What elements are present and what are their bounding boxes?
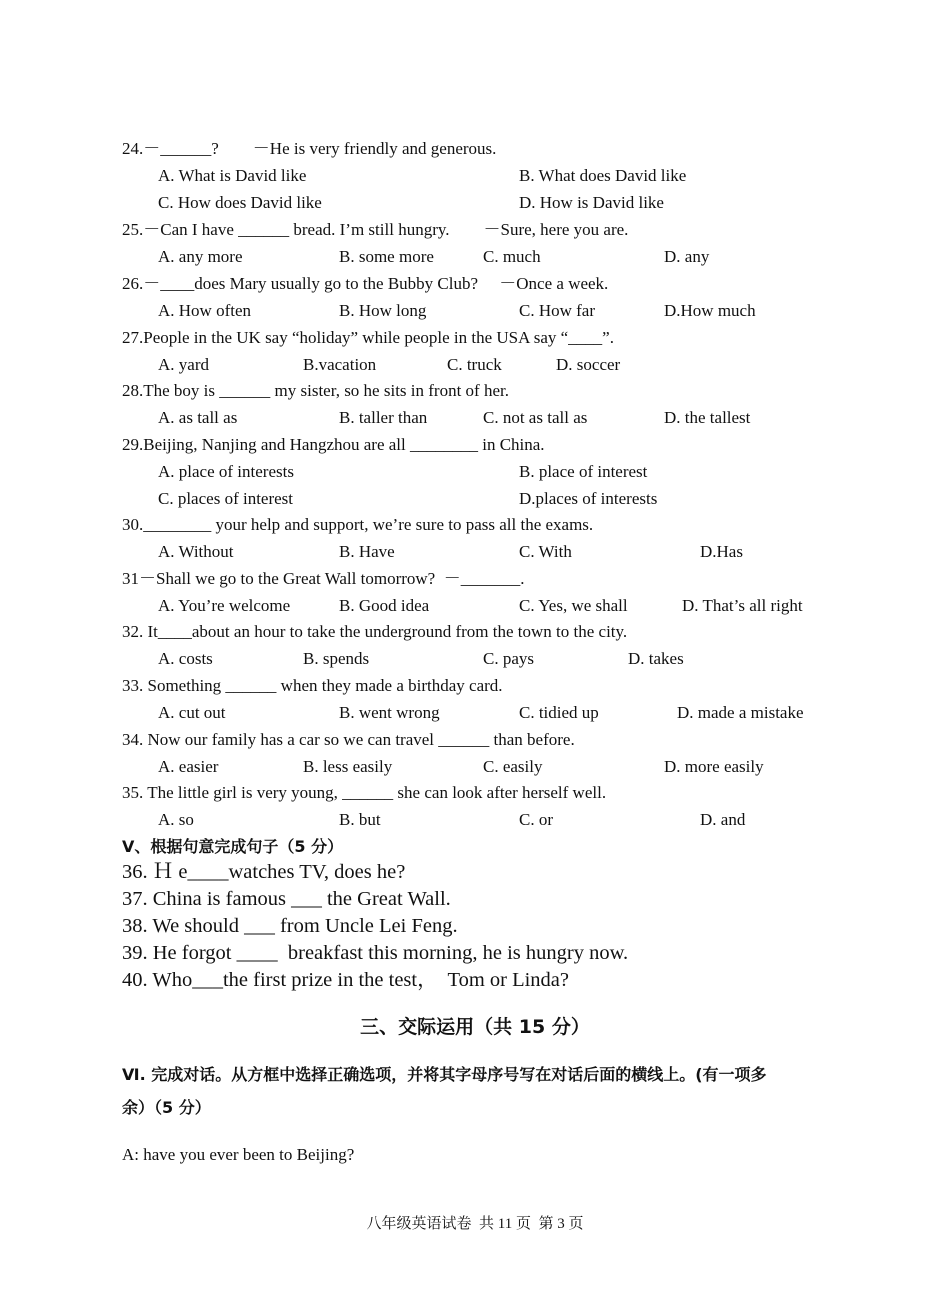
q24-option-a: A. What is David like: [158, 166, 307, 185]
q26-option-b: B. How long: [339, 301, 427, 320]
q28-option-b: B. taller than: [339, 408, 428, 427]
q35-option-c: C. or: [519, 810, 553, 829]
question-33-stem: 33. Something ______ when they made a birthday card.: [122, 676, 503, 695]
part-3-title: 三、交际运用（共 15 分）: [360, 1016, 590, 1038]
q30-option-c: C. With: [519, 542, 572, 561]
q35-option-b: B. but: [339, 810, 381, 829]
question-30-stem: 30.________ your help and support, we’re sure to pass all the exams.: [122, 515, 594, 534]
question-25-stem: 25.－Can I have ______ bread. I’m still hungry. －Sure, here you are.: [122, 220, 629, 239]
question-32-stem: 32. It____about an hour to take the underground from the town to the city.: [122, 622, 628, 641]
q27-option-a: A. yard: [158, 355, 209, 374]
q34-option-d: D. more easily: [664, 757, 764, 776]
question-29-stem: 29.Beijing, Nanjing and Hangzhou are all ________ in China.: [122, 435, 545, 454]
q35-option-a: A. so: [158, 810, 194, 829]
q31-option-a: A. You’re welcome: [158, 596, 291, 615]
q27-option-b: B.vacation: [303, 355, 377, 374]
q28-option-c: C. not as tall as: [483, 408, 588, 427]
q26-option-a: A. How often: [158, 301, 252, 320]
section-5-title: Ⅴ、根据句意完成句子（5 分）: [122, 837, 344, 856]
section-6-instruction-line2: 余）（5 分）: [122, 1098, 211, 1117]
sentence-37: 37. China is famous ___ the Great Wall.: [122, 888, 451, 910]
question-34-stem: 34. Now our family has a car so we can travel ______ than before.: [122, 730, 575, 749]
q33-option-b: B. went wrong: [339, 703, 440, 722]
q27-option-d: D. soccer: [556, 355, 621, 374]
q34-option-a: A. easier: [158, 757, 219, 776]
page-footer: 八年级英语试卷 共 11 页 第 3 页: [366, 1216, 584, 1232]
q30-option-a: A. Without: [158, 542, 234, 561]
q28-option-d: D. the tallest: [664, 408, 751, 427]
q30-option-b: B. Have: [339, 542, 395, 561]
q32-option-c: C. pays: [483, 649, 534, 668]
q30-option-d: D.Has: [700, 542, 743, 561]
q28-option-a: A. as tall as: [158, 408, 238, 427]
question-28-stem: 28.The boy is ______ my sister, so he sits in front of her.: [122, 381, 509, 400]
sentence-36: 36. Ｈ e____watches TV, does he?: [122, 861, 406, 883]
sentence-38: 38. We should ___ from Uncle Lei Feng.: [122, 915, 458, 937]
question-24-stem: 24.－______? －He is very friendly and generous.: [122, 139, 497, 158]
q29-option-a: A. place of interests: [158, 462, 294, 481]
sentence-39: 39. He forgot ____ breakfast this morning, he is hungry now.: [122, 942, 629, 964]
q32-option-a: A. costs: [158, 649, 213, 668]
q29-option-d: D.places of interests: [519, 489, 658, 508]
q34-option-b: B. less easily: [303, 757, 393, 776]
question-35-stem: 35. The little girl is very young, ______ she can look after herself well.: [122, 783, 607, 802]
q29-option-b: B. place of interest: [519, 462, 648, 481]
q32-option-d: D. takes: [628, 649, 684, 668]
q25-option-c: C. much: [483, 247, 541, 266]
q26-option-d: D.How much: [664, 301, 756, 320]
q34-option-c: C. easily: [483, 757, 543, 776]
q26-option-c: C. How far: [519, 301, 596, 320]
q31-option-d: D. That’s all right: [682, 596, 803, 615]
dialogue-line-1: A: have you ever been to Beijing?: [122, 1145, 355, 1164]
q25-option-a: A. any more: [158, 247, 243, 266]
q24-option-b: B. What does David like: [519, 166, 687, 185]
q25-option-d: D. any: [664, 247, 710, 266]
question-31-stem: 31－Shall we go to the Great Wall tomorrow? －_______.: [122, 569, 525, 588]
question-27-stem: 27.People in the UK say “holiday” while people in the USA say “____”.: [122, 328, 614, 347]
q33-option-a: A. cut out: [158, 703, 226, 722]
q27-option-c: C. truck: [447, 355, 502, 374]
q25-option-b: B. some more: [339, 247, 434, 266]
section-6-instruction-line1: Ⅵ. 完成对话。从方框中选择正确选项，并将其字母序号写在对话后面的横线上。(有一项多: [122, 1065, 767, 1084]
q24-option-c: C. How does David like: [158, 193, 322, 212]
q32-option-b: B. spends: [303, 649, 370, 668]
q33-option-c: C. tidied up: [519, 703, 599, 722]
q31-option-b: B. Good idea: [339, 596, 430, 615]
sentence-40: 40. Who___the first prize in the test， Tom or Linda?: [122, 969, 570, 991]
q24-option-d: D. How is David like: [519, 193, 664, 212]
q35-option-d: D. and: [700, 810, 746, 829]
q33-option-d: D. made a mistake: [677, 703, 804, 722]
q29-option-c: C. places of interest: [158, 489, 294, 508]
question-26-stem: 26.－____does Mary usually go to the Bubby Club? －Once a week.: [122, 274, 609, 293]
q31-option-c: C. Yes, we shall: [519, 596, 628, 615]
